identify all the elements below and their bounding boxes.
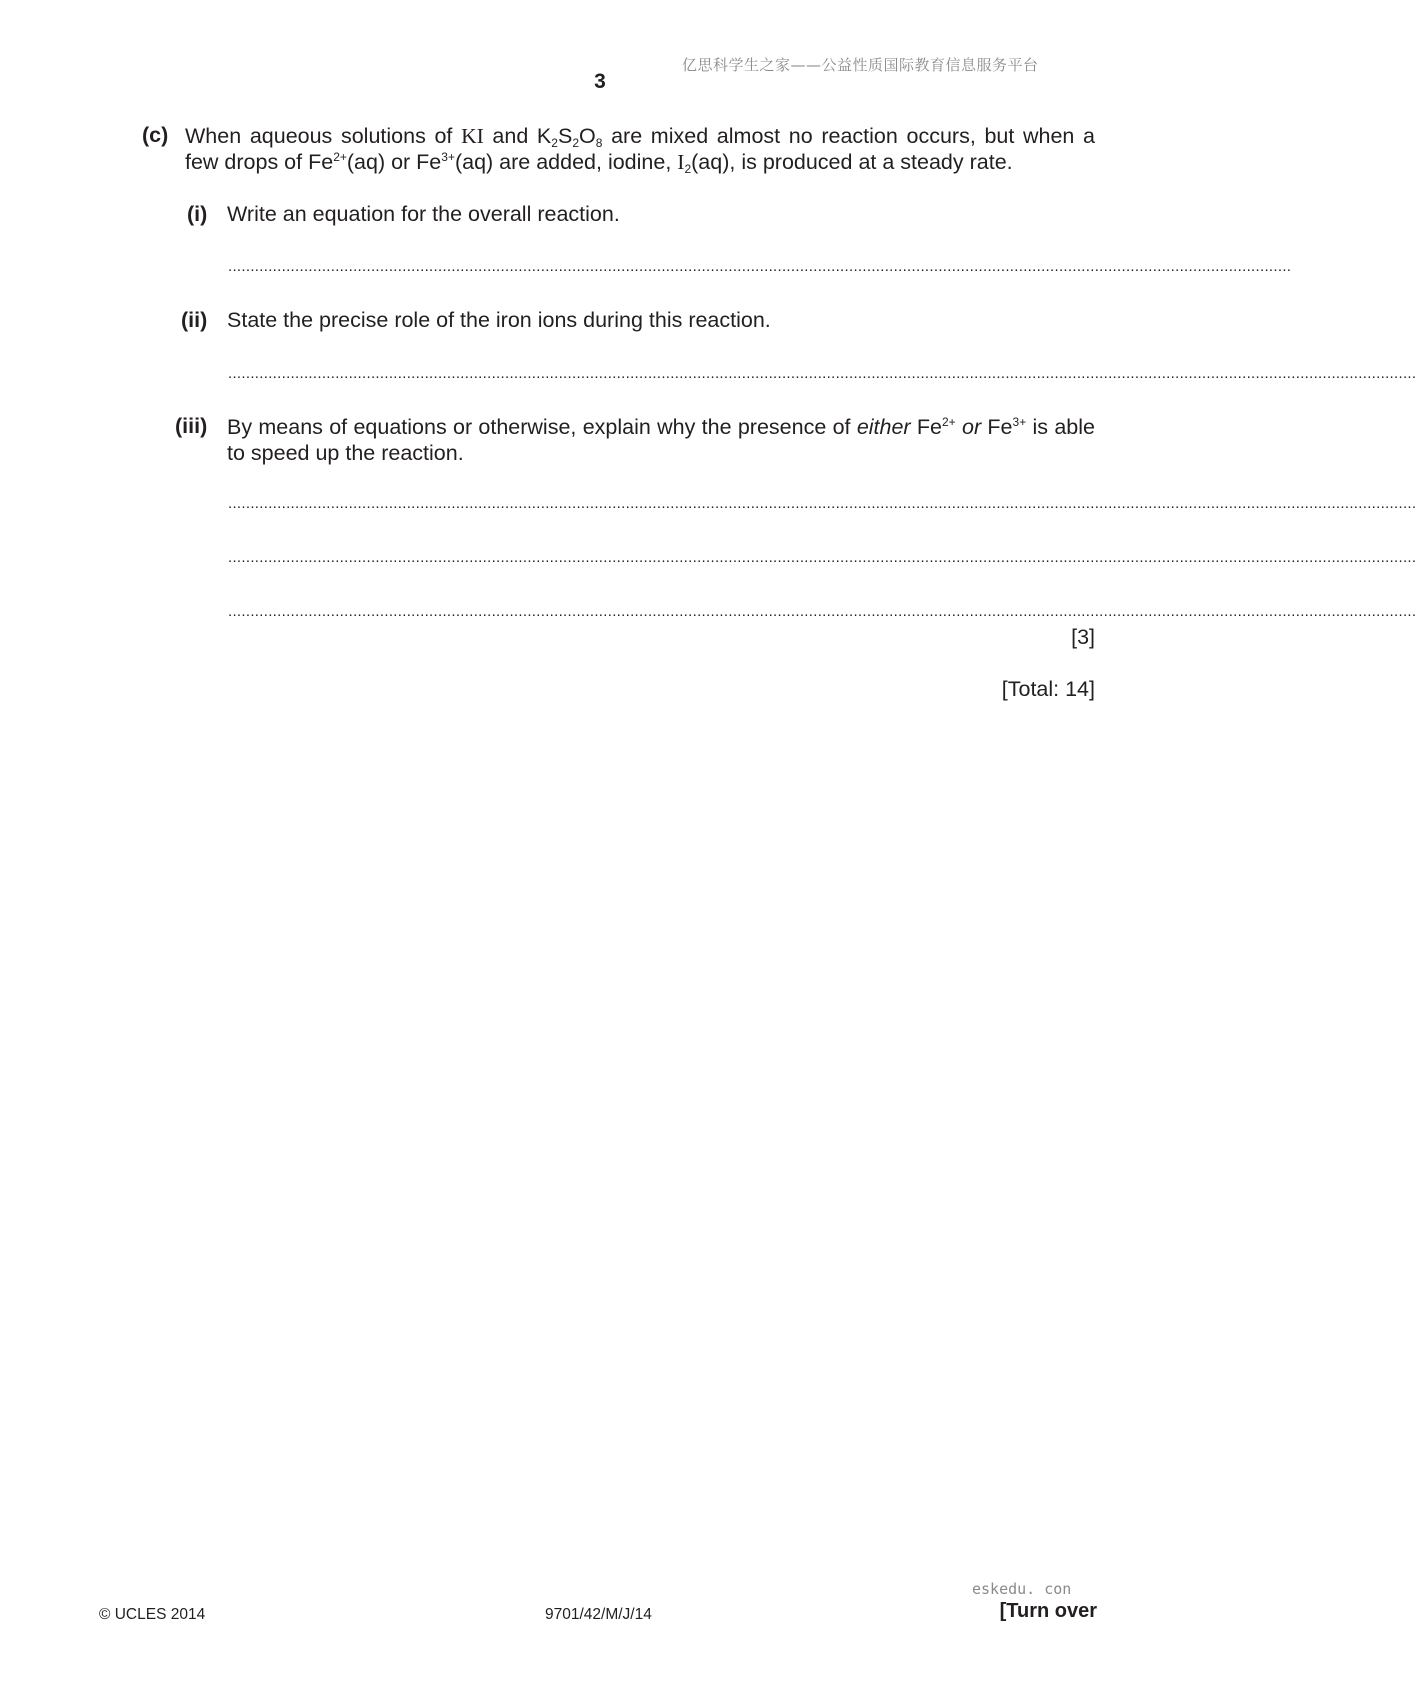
part-iii-line-1: By means of equations or otherwise, explain why the presence of either $Fe^{2+}$ or $Fe^{3+}$ is able bbox=[227, 415, 1095, 439]
part-iii-question bbox=[227, 414, 1095, 466]
watermark-top: 亿思科学生之家——公益性质国际教育信息服务平台 bbox=[682, 56, 1039, 74]
footer-copyright: © UCLES 2014 bbox=[99, 1606, 206, 1623]
answer-line-iii-3[interactable]: .......................................................................................................................................................................................................................................................................... bbox=[228, 603, 1416, 620]
part-ii-question: State the precise role of the iron ions during this reaction. bbox=[227, 308, 771, 332]
answer-line-iii-1[interactable]: .......................................................................................................................................................................................................................................................................... bbox=[228, 495, 1416, 512]
part-i-question: Write an equation for the overall reaction. bbox=[227, 202, 620, 226]
watermark-bottom: eskedu. con bbox=[972, 1580, 1072, 1598]
answer-line-ii[interactable]: .......................................................................................................................................................................................................................................................................... bbox=[228, 365, 1416, 382]
part-iii-line-2: to speed up the reaction. bbox=[227, 441, 464, 465]
answer-line-iii-2[interactable]: .......................................................................................................................................................................................................................................................................... bbox=[228, 549, 1416, 566]
total-marks: [Total: 14] bbox=[1001, 677, 1095, 701]
part-c-text bbox=[185, 123, 1095, 175]
part-iii-label: (iii) bbox=[175, 414, 208, 438]
page-number: 3 bbox=[594, 70, 606, 93]
part-c-label: (c) bbox=[142, 123, 169, 147]
footer-code: 9701/42/M/J/14 bbox=[545, 1606, 652, 1623]
marks-iii: [3] bbox=[1071, 625, 1095, 649]
part-c-line-1: When aqueous solutions of KI and $K_2S_2O_8$ are mixed almost no reaction occurs, but when a bbox=[185, 124, 1095, 150]
part-c-line-2: few drops of $Fe^{2+}(aq)$ or $Fe^{3+}(aq)$ are added, iodine, $I_2(aq)$, is produced at a steady rate. bbox=[185, 150, 1013, 176]
turn-over: [Turn over bbox=[999, 1600, 1097, 1622]
part-ii-label: (ii) bbox=[181, 308, 208, 332]
answer-line-i[interactable]: .............................................................................................................................................................................................................................................. bbox=[228, 258, 1292, 275]
part-i-label: (i) bbox=[187, 202, 208, 226]
